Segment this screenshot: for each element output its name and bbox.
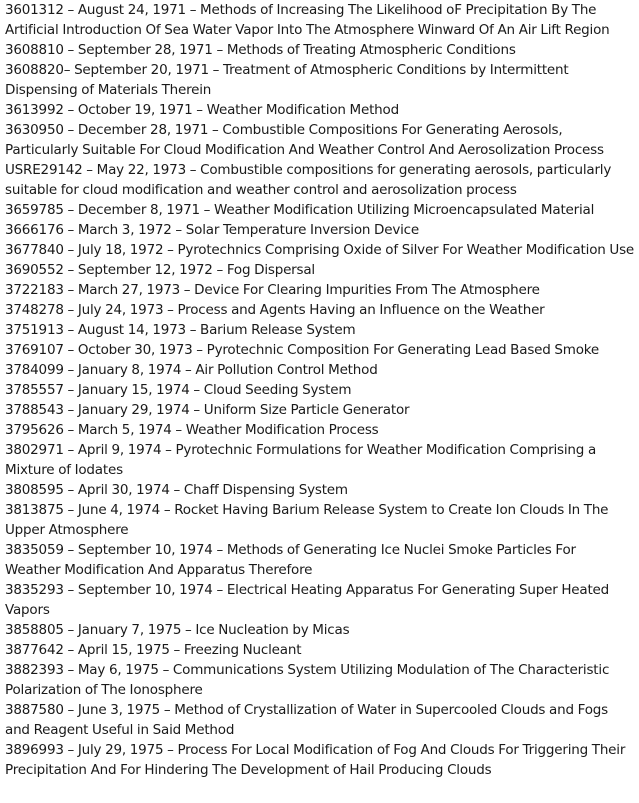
- patent-entry: USRE29142 – May 22, 1973 – Combustible compositions for generating aerosols, particularly suitable for cloud modification and weather control and aerosolization process: [5, 162, 612, 198]
- patent-entry: 3795626 – March 5, 1974 – Weather Modification Process: [5, 422, 379, 438]
- patent-entry: 3877642 – April 15, 1975 – Freezing Nucleant: [5, 642, 302, 658]
- patent-entry: 3896993 – July 29, 1975 – Process For Local Modification of Fog And Clouds For Triggering Their Precipitation And For Hindering The Development of Hail Producing Clouds: [5, 742, 626, 778]
- patent-entry: 3608820– September 20, 1971 – Treatment of Atmospheric Conditions by Intermittent Dispensing of Materials Therein: [5, 62, 569, 98]
- patent-entry: 3835059 – September 10, 1974 – Methods of Generating Ice Nuclei Smoke Particles For Weather Modification And Apparatus Therefore: [5, 542, 576, 578]
- patent-entry: 3858805 – January 7, 1975 – Ice Nucleation by Micas: [5, 622, 350, 638]
- patent-entry: 3677840 – July 18, 1972 – Pyrotechnics Comprising Oxide of Silver For Weather Modification Use: [5, 242, 635, 258]
- patent-entry: 3802971 – April 9, 1974 – Pyrotechnic Formulations for Weather Modification Comprising a Mixture of Iodates: [5, 442, 597, 478]
- patent-entry: 3666176 – March 3, 1972 – Solar Temperature Inversion Device: [5, 222, 420, 238]
- patent-entry: 3808595 – April 30, 1974 – Chaff Dispensing System: [5, 482, 348, 498]
- patent-entry: 3887580 – June 3, 1975 – Method of Crystallization of Water in Supercooled Clouds and Fogs and Reagent Useful in Said Method: [5, 702, 608, 738]
- patent-entry: 3608810 – September 28, 1971 – Methods of Treating Atmospheric Conditions: [5, 42, 516, 58]
- patent-entry: 3690552 – September 12, 1972 – Fog Dispersal: [5, 262, 315, 278]
- patent-entry: 3813875 – June 4, 1974 – Rocket Having Barium Release System to Create Ion Clouds In The Upper Atmosphere: [5, 502, 609, 538]
- patent-entry: 3788543 – January 29, 1974 – Uniform Size Particle Generator: [5, 402, 410, 418]
- patent-entry: 3722183 – March 27, 1973 – Device For Clearing Impurities From The Atmosphere: [5, 282, 540, 298]
- patent-entry: 3659785 – December 8, 1971 – Weather Modification Utilizing Microencapsulated Material: [5, 202, 595, 218]
- patent-entry: 3601312 – August 24, 1971 – Methods of Increasing The Likelihood oF Precipitation By The Artificial Introduction Of Sea Water Vapor Into The Atmosphere Winward Of An Air Lift Region: [5, 2, 610, 38]
- patent-entry: 3613992 – October 19, 1971 – Weather Modification Method: [5, 102, 399, 118]
- patent-entry: 3748278 – July 24, 1973 – Process and Agents Having an Influence on the Weather: [5, 302, 545, 318]
- patent-entry: 3751913 – August 14, 1973 – Barium Release System: [5, 322, 356, 338]
- patent-entry: 3785557 – January 15, 1974 – Cloud Seeding System: [5, 382, 352, 398]
- patent-entry: 3784099 – January 8, 1974 – Air Pollution Control Method: [5, 362, 378, 378]
- patent-entry: 3769107 – October 30, 1973 – Pyrotechnic Composition For Generating Lead Based Smoke: [5, 342, 600, 358]
- patent-entry: 3630950 – December 28, 1971 – Combustible Compositions For Generating Aerosols, Particularly Suitable For Cloud Modification And Weather Control And Aerosolization Process: [5, 122, 604, 158]
- patent-entry: 3835293 – September 10, 1974 – Electrical Heating Apparatus For Generating Super Heated Vapors: [5, 582, 610, 618]
- patent-entry: 3882393 – May 6, 1975 – Communications System Utilizing Modulation of The Characteristic Polarization of The Ionosphere: [5, 662, 610, 698]
